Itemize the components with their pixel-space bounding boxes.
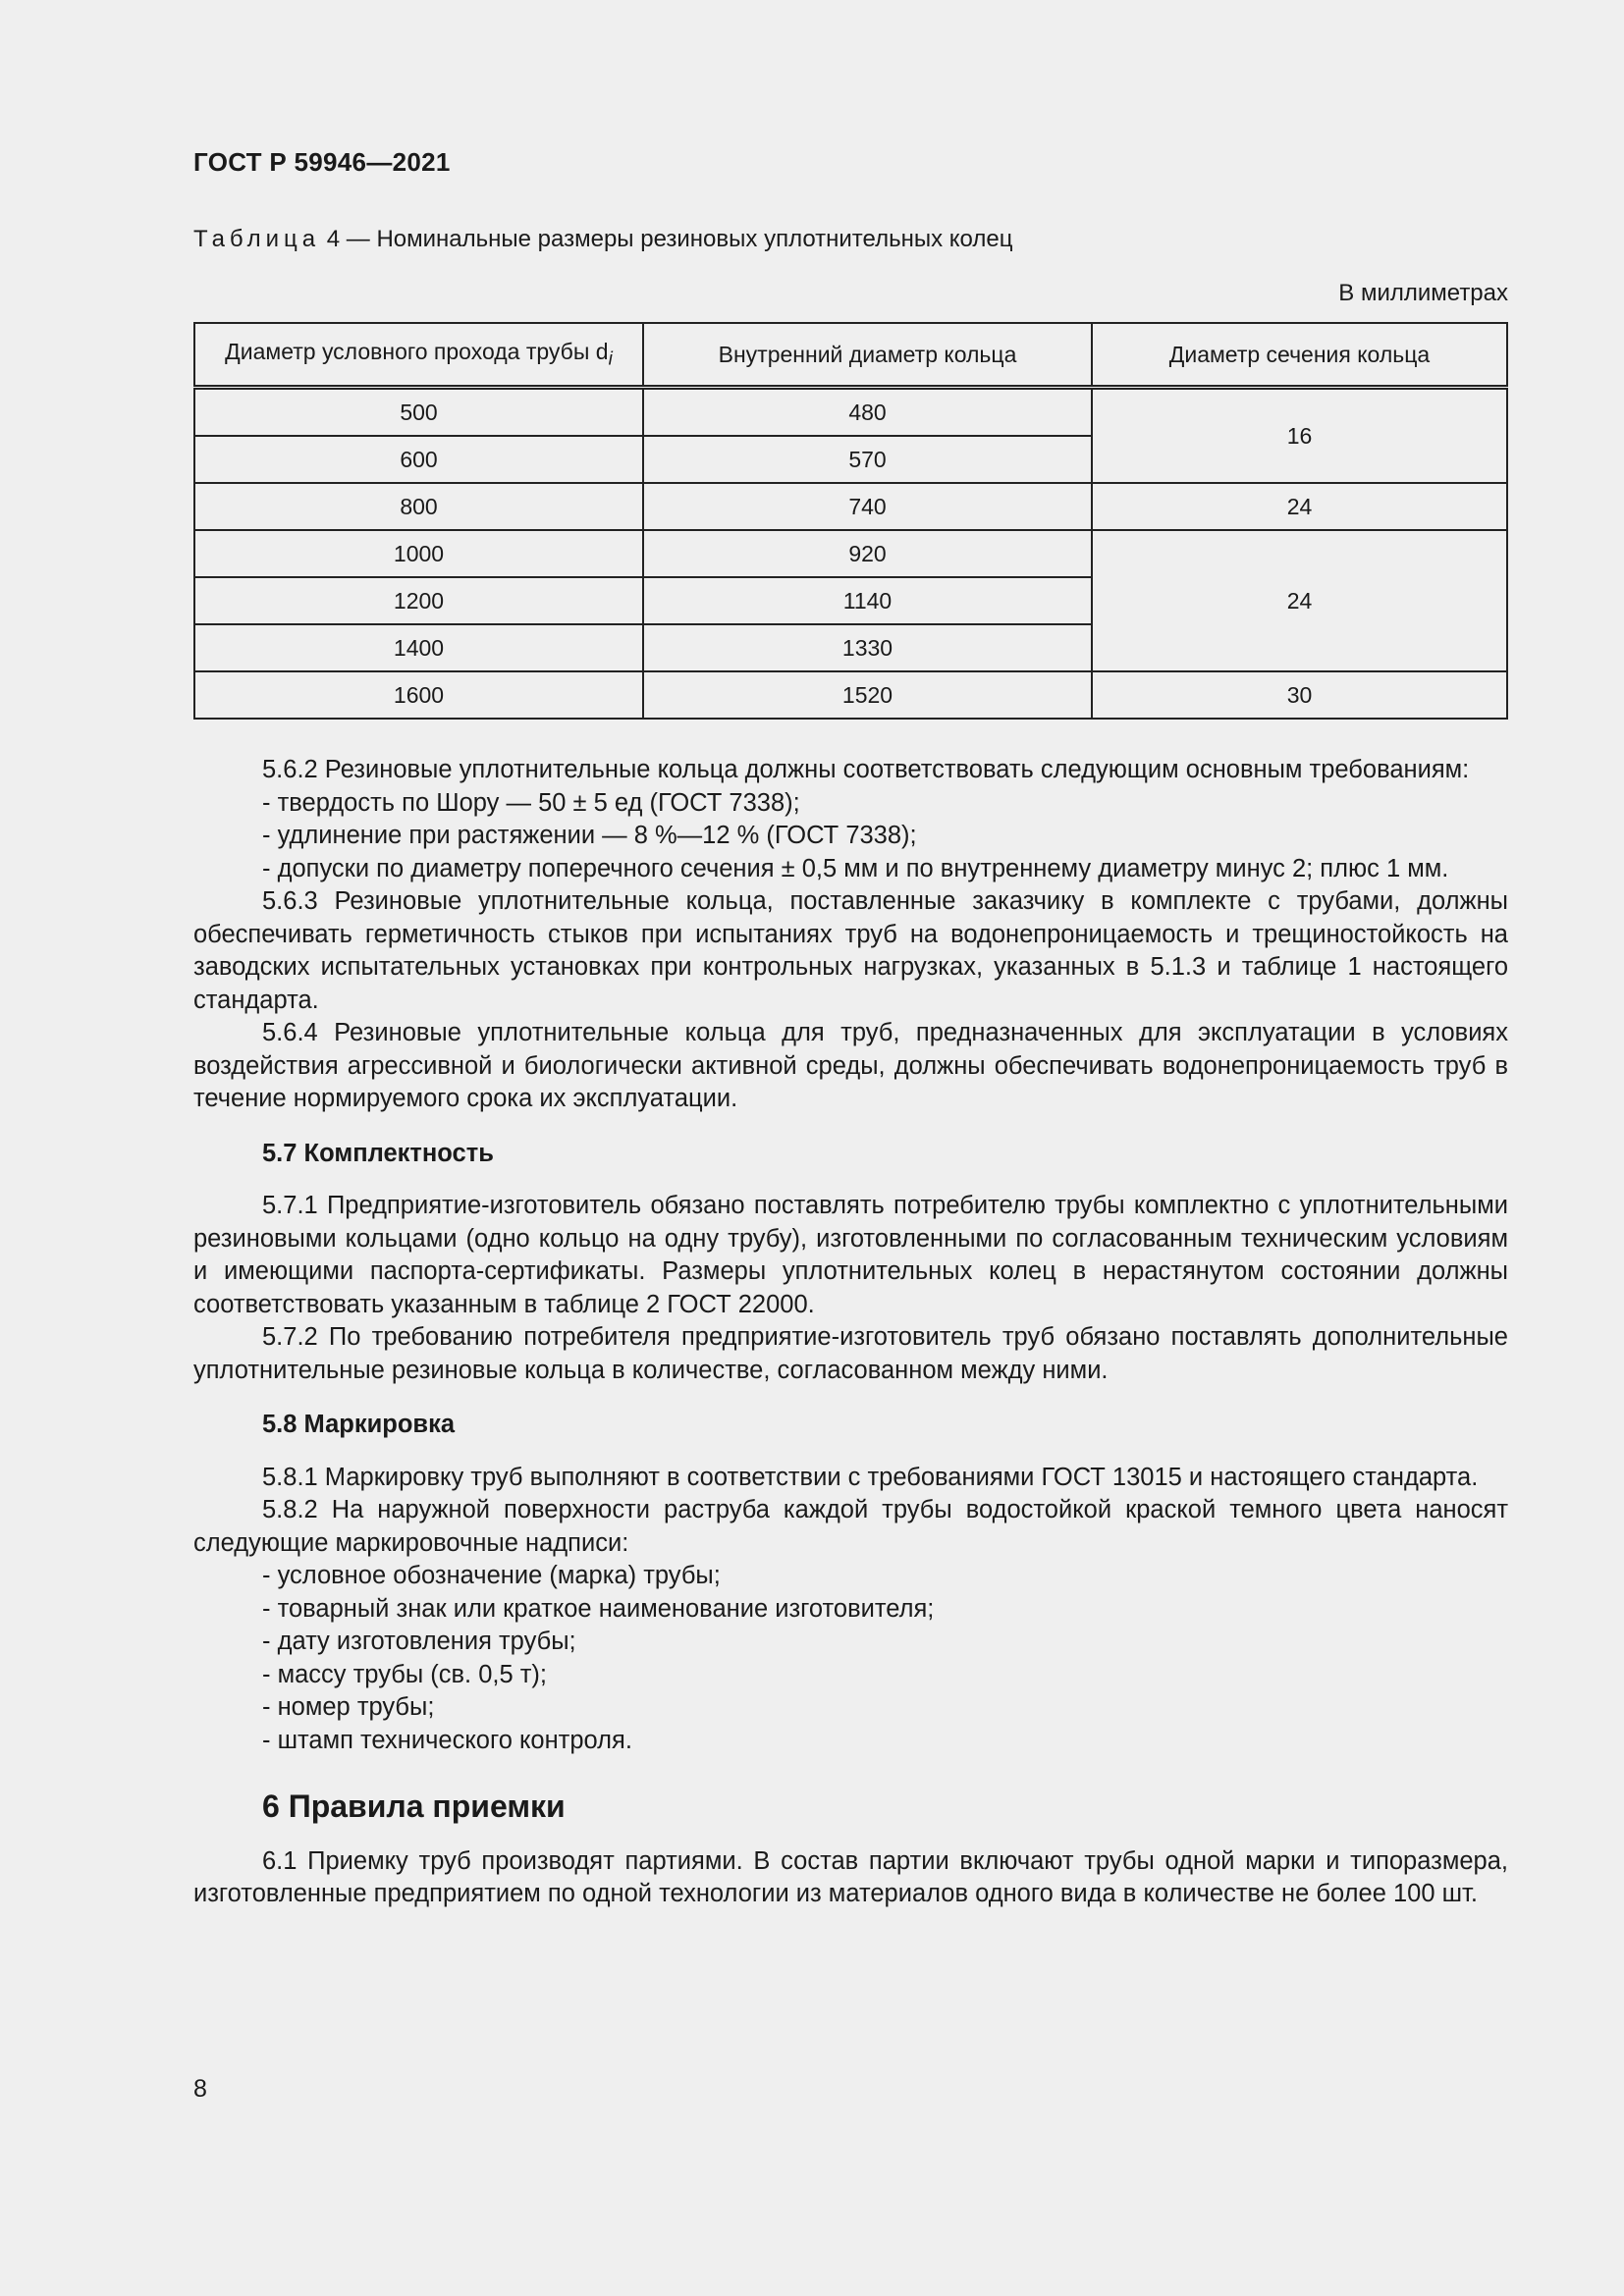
cell-section: 24 bbox=[1092, 483, 1507, 530]
ring-dimensions-table bbox=[193, 322, 1508, 720]
list-item: - условное обозначение (марка) трубы; bbox=[262, 1562, 721, 1589]
header-section-diameter: Диаметр сечения кольца bbox=[1092, 323, 1507, 388]
cell-section: 24 bbox=[1092, 530, 1507, 671]
cell-dn: 500 bbox=[194, 388, 643, 437]
header-inner-diameter: Внутренний диаметр кольца bbox=[643, 323, 1092, 388]
table-caption-title: 4 — Номинальные размеры резиновых уплотнительных колец bbox=[320, 226, 1013, 252]
cell-inner: 740 bbox=[643, 483, 1092, 530]
paragraph-5-6-2: 5.6.2 Резиновые уплотнительные кольца должны соответствовать следующим основным требованиям: bbox=[262, 756, 1470, 783]
table-row bbox=[194, 530, 1507, 577]
table-row bbox=[194, 671, 1507, 719]
page-number: 8 bbox=[193, 2075, 207, 2103]
cell-dn: 600 bbox=[194, 436, 643, 483]
body-text bbox=[193, 754, 1508, 1911]
list-item: - удлинение при растяжении — 8 %—12 % (ГОСТ 7338); bbox=[262, 822, 917, 849]
paragraph-6-1: 6.1 Приемку труб производят партиями. В состав партии включают трубы одной марки и типоразмера, изготовленные предприятием по одной технологии из материалов одного вида в количестве не более 100 шт. bbox=[193, 1846, 1508, 1907]
section-heading-5-8: 5.8 Маркировка bbox=[262, 1411, 456, 1438]
cell-dn: 1000 bbox=[194, 530, 643, 577]
cell-dn: 1600 bbox=[194, 671, 643, 719]
list-item: - штамп технического контроля. bbox=[262, 1726, 632, 1754]
cell-inner: 570 bbox=[643, 436, 1092, 483]
list-item: - допуски по диаметру поперечного сечения ± 0,5 мм и по внутреннему диаметру минус 2; плюс 1 мм. bbox=[262, 854, 1449, 882]
list-item: - номер трубы; bbox=[262, 1693, 435, 1721]
paragraph-5-6-4: 5.6.4 Резиновые уплотнительные кольца для труб, предназначенных для эксплуатации в условиях воздействия агрессивной и биологически активной среды, должны обеспечивать водонепроницаемость труб в течение нормируемого срока их эксплуатации. bbox=[193, 1019, 1508, 1112]
table-caption bbox=[193, 226, 1012, 253]
paragraph-5-7-2: 5.7.2 По требованию потребителя предприятие-изготовитель труб обязано поставлять дополнительные уплотнительные резиновые кольца в количестве, согласованном между ними. bbox=[193, 1323, 1508, 1384]
cell-inner: 480 bbox=[643, 388, 1092, 437]
paragraph-5-8-2: 5.8.2 На наружной поверхности раструба каждой трубы водостойкой краской темного цвета наносят следующие маркировочные надписи: bbox=[193, 1496, 1508, 1557]
table-units: В миллиметрах bbox=[1338, 280, 1508, 306]
cell-dn: 800 bbox=[194, 483, 643, 530]
paragraph-5-8-1: 5.8.1 Маркировку труб выполняют в соответствии с требованиями ГОСТ 13015 и настоящего стандарта. bbox=[262, 1463, 1479, 1491]
cell-dn: 1200 bbox=[194, 577, 643, 624]
paragraph-5-7-1: 5.7.1 Предприятие-изготовитель обязано поставлять потребителю трубы комплектно с уплотнительными резиновыми кольцами (одно кольцо на одну трубу), изготовленными по согласованным техническим условиям и имеющими паспорта-сертификаты. Размеры уплотнительных колец в нерастянутом состоянии должны соответствовать указанным в таблице 2 ГОСТ 22000. bbox=[193, 1192, 1508, 1318]
cell-inner: 1330 bbox=[643, 624, 1092, 671]
cell-inner: 1140 bbox=[643, 577, 1092, 624]
cell-section: 16 bbox=[1092, 388, 1507, 484]
header-pipe-diameter: Диаметр условного прохода трубы $d_i$ bbox=[194, 323, 643, 388]
cell-inner: 920 bbox=[643, 530, 1092, 577]
cell-section: 30 bbox=[1092, 671, 1507, 719]
list-item: - товарный знак или краткое наименование изготовителя; bbox=[262, 1594, 935, 1623]
table-header-row bbox=[194, 323, 1507, 388]
table-caption-word: Таблица bbox=[193, 226, 321, 252]
paragraph-5-6-3: 5.6.3 Резиновые уплотнительные кольца, поставленные заказчику в комплекте с трубами, должны обеспечивать герметичность стыков при испытаниях труб на водонепроницаемость и трещиностойкость на заводских испытательных установках при контрольных нагрузках, указанных в 5.1.3 и таблице 1 настоящего стандарта. bbox=[193, 887, 1508, 1014]
list-item: - твердость по Шору — 50 ± 5 ед (ГОСТ 7338); bbox=[262, 788, 800, 817]
document-code: ГОСТ Р 59946—2021 bbox=[193, 147, 451, 177]
cell-dn: 1400 bbox=[194, 624, 643, 671]
cell-inner: 1520 bbox=[643, 671, 1092, 719]
section-heading-5-7: 5.7 Комплектность bbox=[262, 1139, 494, 1167]
chapter-heading-6: 6 Правила приемки bbox=[262, 1789, 566, 1824]
list-item: - дату изготовления трубы; bbox=[262, 1628, 576, 1655]
list-item: - массу трубы (св. 0,5 т); bbox=[262, 1660, 548, 1688]
table-row bbox=[194, 483, 1507, 530]
table-row bbox=[194, 388, 1507, 437]
